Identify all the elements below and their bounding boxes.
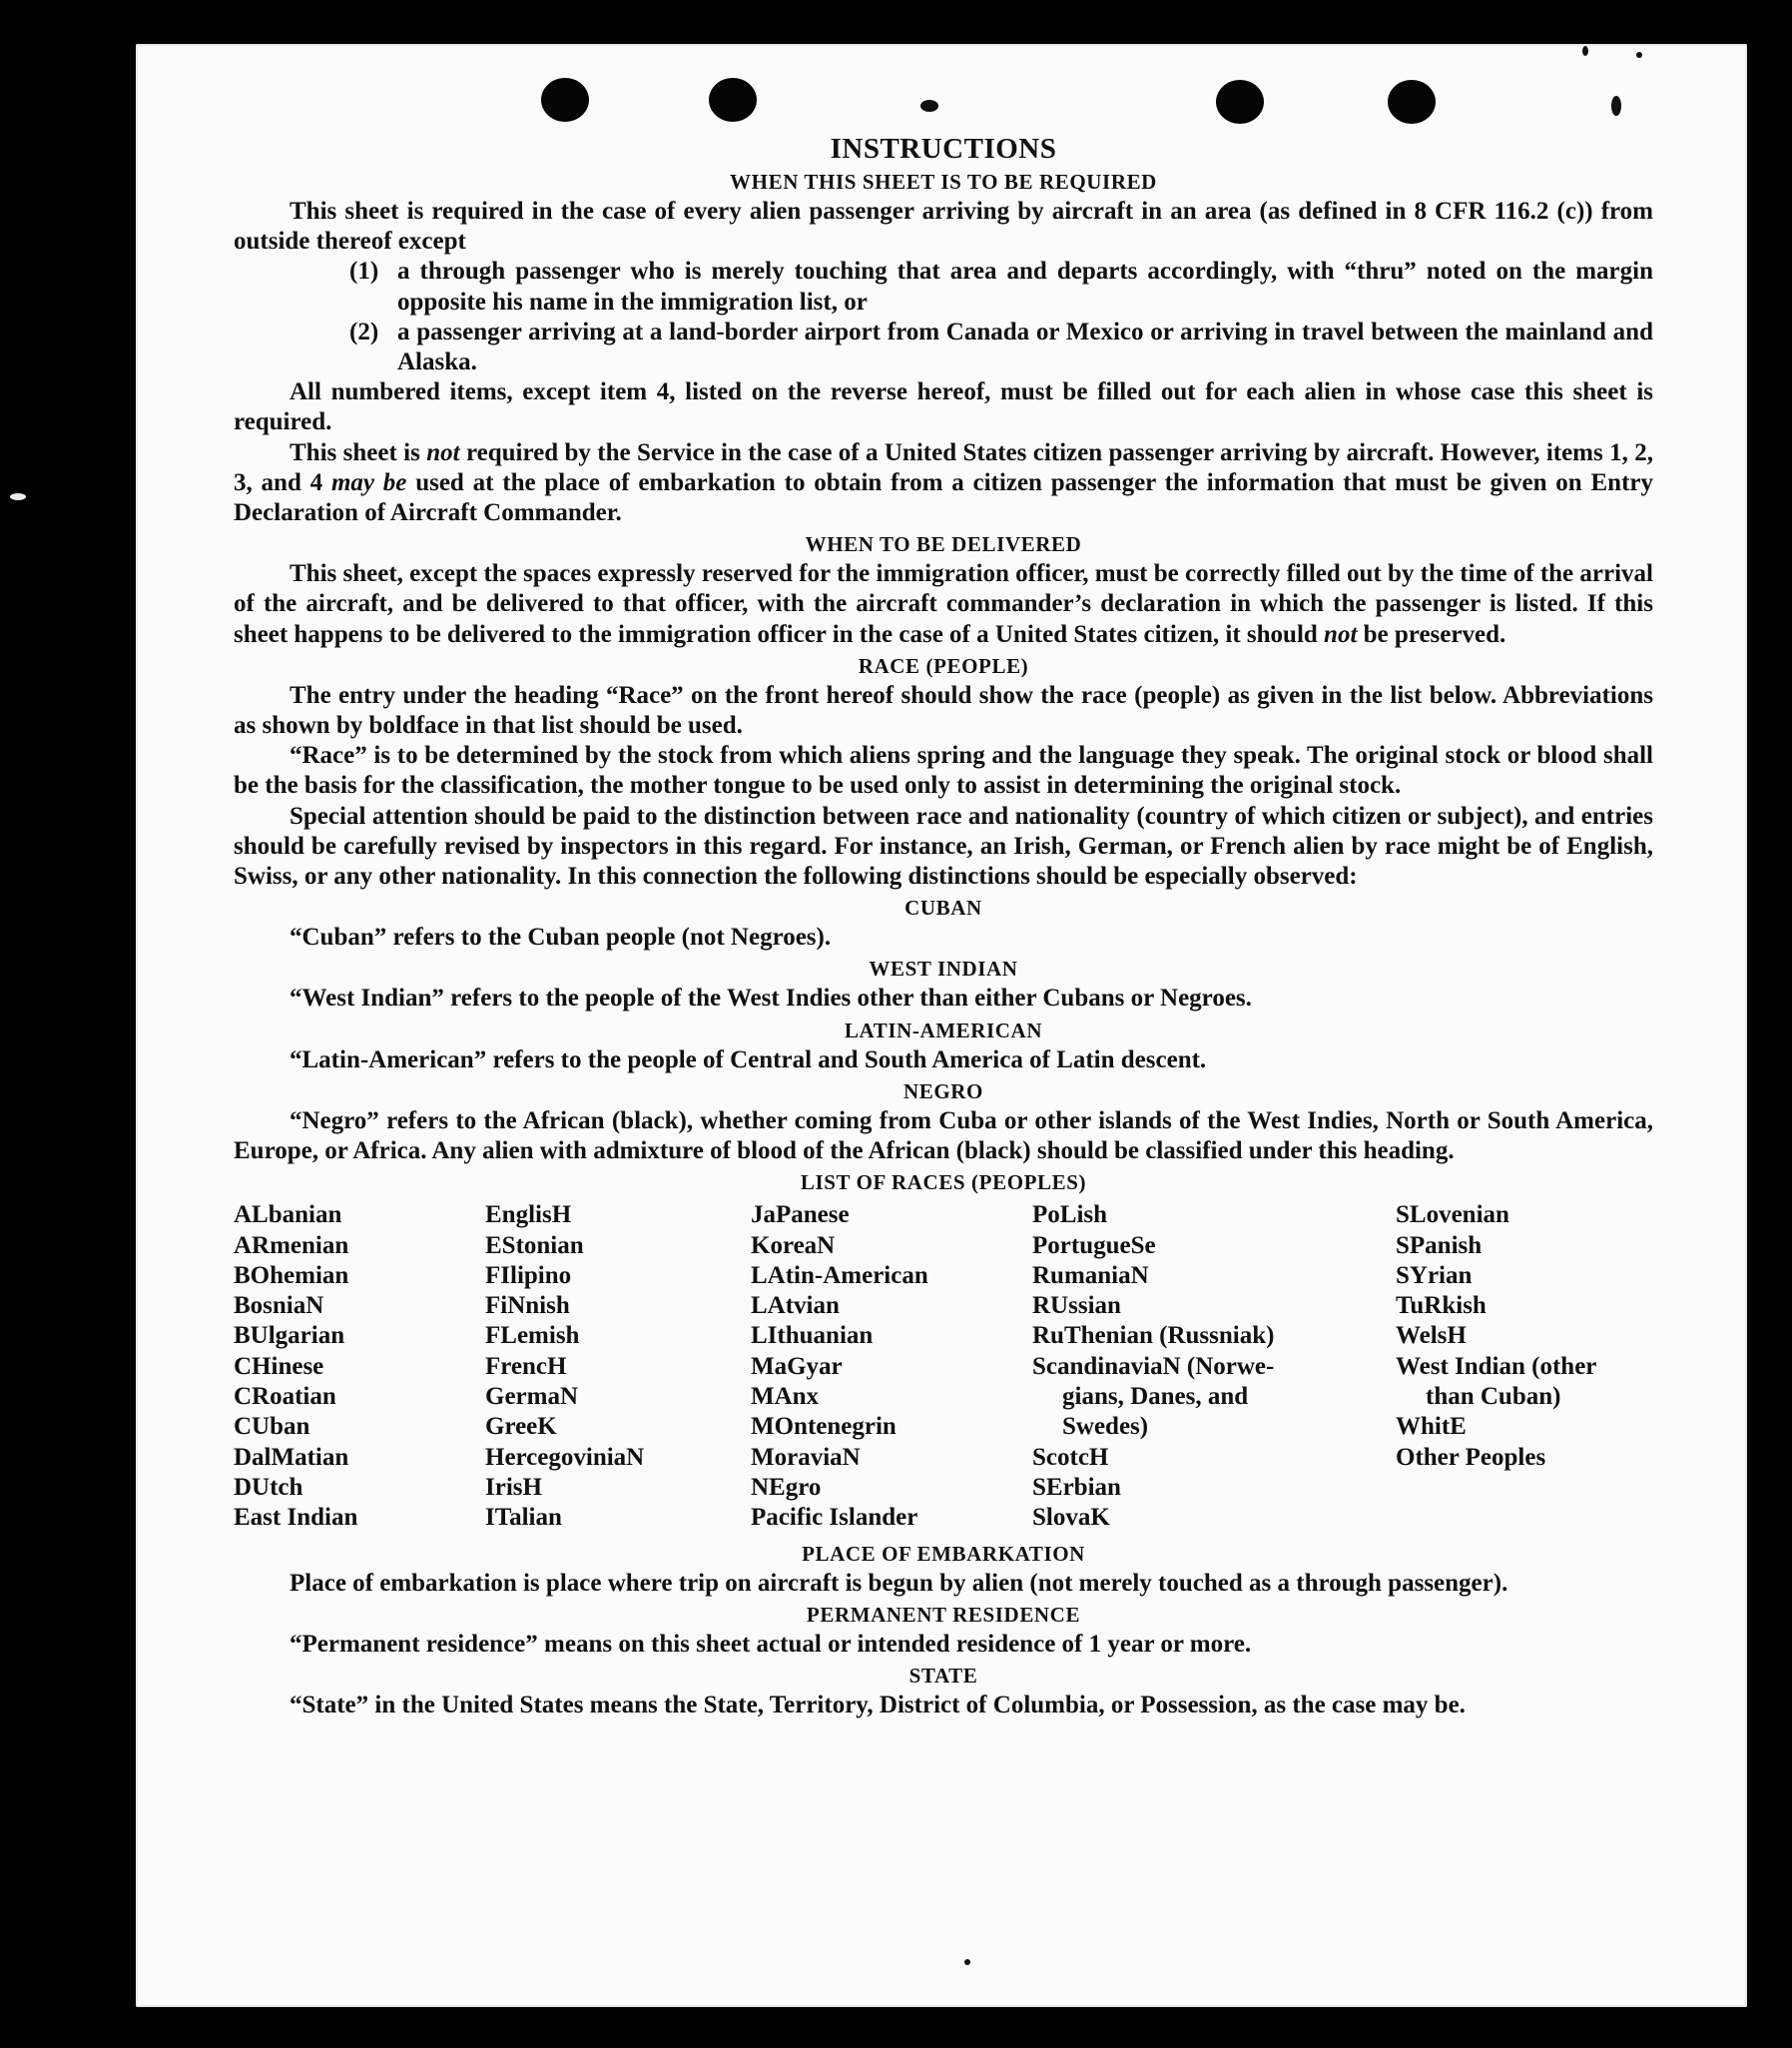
race-entry: WelsH bbox=[1396, 1322, 1467, 1350]
item-text: a through passenger who is merely touching that area and departs accordingly, with “thru” noted on the margin opposite his name in the immigration list, or bbox=[397, 258, 1653, 316]
heading-negro: NEGRO bbox=[902, 1078, 983, 1103]
text-run: This sheet is bbox=[290, 438, 427, 466]
punch-hole bbox=[1388, 80, 1436, 124]
race-entry: TuRkish bbox=[1396, 1292, 1487, 1320]
ink-speck bbox=[1582, 46, 1588, 56]
race-entry: MAnx bbox=[751, 1383, 820, 1411]
paragraph: “Cuban” refers to the Cuban people (not Negroes). bbox=[290, 924, 832, 952]
punch-hole bbox=[541, 78, 589, 122]
race-entry: PortugueSe bbox=[1032, 1231, 1156, 1259]
heading-embarkation: PLACE OF EMBARKATION bbox=[802, 1541, 1085, 1566]
race-entry: BOhemian bbox=[234, 1261, 349, 1289]
list-item bbox=[349, 318, 1653, 377]
paragraph: This sheet is required in the case of every alien passenger arriving by aircraft in an area (as defined in 8 CFR 116.2 (c)) from outside thereof except bbox=[234, 198, 1653, 256]
race-entry: EStonian bbox=[485, 1231, 584, 1259]
race-entry: FiNnish bbox=[485, 1292, 570, 1320]
paragraph: All numbered items, except item 4, listed on the reverse hereof, must be filled out for each alien in whose case this sheet is required. bbox=[234, 378, 1653, 436]
heading-state: STATE bbox=[908, 1663, 978, 1688]
ink-speck bbox=[10, 493, 26, 500]
race-entry: ITalian bbox=[485, 1504, 562, 1532]
race-entry: ScandinaviaN (Norwe- bbox=[1032, 1352, 1275, 1380]
race-entry: BUlgarian bbox=[234, 1322, 345, 1350]
race-entry: CRoatian bbox=[234, 1383, 336, 1411]
race-column bbox=[1396, 1200, 1653, 1533]
paragraph: “Latin-American” refers to the people of Central and South America of Latin descent. bbox=[290, 1045, 1207, 1073]
race-entry: SErbian bbox=[1032, 1473, 1121, 1501]
race-entry: FIlipino bbox=[485, 1261, 572, 1289]
race-entry: LIthuanian bbox=[751, 1322, 874, 1350]
race-entry: SYrian bbox=[1396, 1261, 1473, 1289]
paragraph bbox=[234, 559, 1653, 650]
race-entry: Pacific Islander bbox=[751, 1504, 918, 1532]
list-item bbox=[349, 257, 1653, 317]
race-entry: East Indian bbox=[234, 1504, 358, 1532]
race-entry: Swedes) bbox=[1062, 1413, 1149, 1441]
race-entry: FrencH bbox=[485, 1352, 567, 1380]
race-entry: FLemish bbox=[485, 1322, 580, 1350]
race-entry: MOntenegrin bbox=[751, 1413, 896, 1441]
text-run: be preserved. bbox=[1357, 620, 1506, 648]
paragraph: “State” in the United States means the State, Territory, District of Columbia, or Possession, as the case may be. bbox=[290, 1691, 1466, 1718]
heading-list-of-races: LIST OF RACES (PEOPLES) bbox=[800, 1170, 1087, 1195]
race-entry: WhitE bbox=[1396, 1413, 1467, 1441]
race-entry: RUssian bbox=[1032, 1292, 1121, 1320]
race-entry: MaGyar bbox=[751, 1352, 843, 1380]
heading-required: WHEN THIS SHEET IS TO BE REQUIRED bbox=[730, 170, 1157, 194]
race-entry: DalMatian bbox=[234, 1443, 349, 1471]
race-column bbox=[234, 1200, 485, 1533]
ink-speck bbox=[920, 100, 938, 112]
item-number: (1) bbox=[349, 258, 379, 286]
race-entry: PoLish bbox=[1032, 1201, 1108, 1229]
race-column bbox=[751, 1200, 1032, 1533]
race-entry: NEgro bbox=[751, 1473, 822, 1501]
paragraph: Special attention should be paid to the distinction between race and nationality (country of which citizen or subject), and entries should be carefully revised by inspectors in this regard. For instance, an Irish, German, or French alien by race might be of English, Swiss, or any other nationality. In this connection the following distinctions should be especially observed: bbox=[234, 802, 1653, 891]
race-entry: CHinese bbox=[234, 1352, 324, 1380]
race-entry: ALbanian bbox=[234, 1201, 342, 1229]
race-entry: JaPanese bbox=[751, 1201, 850, 1229]
page-title: INSTRUCTIONS bbox=[830, 133, 1057, 165]
race-entry: ARmenian bbox=[234, 1231, 349, 1259]
race-entry: SPanish bbox=[1396, 1231, 1483, 1259]
heading-permanent-residence: PERMANENT RESIDENCE bbox=[806, 1602, 1081, 1627]
paragraph: “Permanent residence” means on this sheet actual or intended residence of 1 year or more. bbox=[290, 1630, 1252, 1658]
paragraph: “Negro” refers to the African (black), whether coming from Cuba or other islands of the West Indies, North or South America, Europe, or Africa. Any alien with admixture of blood of the African (black) should be classified under this heading. bbox=[234, 1106, 1653, 1165]
race-entry: CUban bbox=[234, 1413, 310, 1441]
race-entry: SLovenian bbox=[1396, 1201, 1509, 1229]
races-list bbox=[234, 1200, 1653, 1533]
item-text: a passenger arriving at a land-border airport from Canada or Mexico or arriving in travel between the mainland and Alaska. bbox=[397, 318, 1653, 376]
race-entry: Other Peoples bbox=[1396, 1443, 1546, 1471]
race-entry: West Indian (other bbox=[1396, 1352, 1597, 1380]
race-entry: SlovaK bbox=[1032, 1504, 1110, 1532]
race-entry: ScotcH bbox=[1032, 1443, 1109, 1471]
race-entry: than Cuban) bbox=[1426, 1383, 1561, 1411]
ink-speck bbox=[1636, 52, 1642, 58]
emphasis: not bbox=[426, 438, 460, 466]
paragraph: “West Indian” refers to the people of the West Indies other than either Cubans or Negroes. bbox=[290, 985, 1252, 1013]
ink-speck bbox=[964, 1959, 970, 1965]
punch-hole bbox=[1216, 80, 1264, 124]
heading-latin-american: LATIN-AMERICAN bbox=[844, 1018, 1043, 1042]
punch-hole bbox=[709, 78, 757, 122]
race-entry: RuThenian (Russniak) bbox=[1032, 1322, 1275, 1350]
race-entry: BosniaN bbox=[234, 1292, 324, 1320]
paragraph: The entry under the heading “Race” on the front hereof should show the race (people) as given in the list below. Abbreviations as shown by boldface in that list should be used. bbox=[234, 681, 1653, 740]
text-run: required by the Service in the case of a United States citizen passenger arriving by aircraft. However, items 1, 2, 3, and 4 bbox=[234, 438, 1653, 496]
race-entry: LAtvian bbox=[751, 1292, 840, 1320]
paragraph: “Race” is to be determined by the stock from which aliens spring and the language they speak. The original stock or blood shall be the basis for the classification, the mother tongue to be used only to assist in determining the original stock. bbox=[234, 742, 1653, 800]
emphasis: may be bbox=[330, 468, 407, 496]
race-entry: LAtin-American bbox=[751, 1261, 928, 1289]
race-column bbox=[485, 1200, 751, 1533]
heading-race: RACE (PEOPLE) bbox=[858, 653, 1029, 678]
heading-cuban: CUBAN bbox=[904, 896, 982, 921]
race-column bbox=[1032, 1200, 1396, 1533]
ink-speck bbox=[1611, 96, 1621, 116]
race-entry: gians, Danes, and bbox=[1062, 1383, 1249, 1411]
emphasis: not bbox=[1324, 620, 1358, 648]
instructions-content bbox=[234, 132, 1653, 1720]
race-entry: RumaniaN bbox=[1032, 1261, 1149, 1289]
race-entry: GermaN bbox=[485, 1383, 579, 1411]
race-entry: IrisH bbox=[485, 1473, 542, 1501]
heading-west-indian: WEST INDIAN bbox=[869, 957, 1018, 982]
race-entry: KoreaN bbox=[751, 1231, 836, 1259]
text-run: This sheet, except the spaces expressly reserved for the immigration officer, must be correctly filled out by the time of the arrival of the aircraft, and be delivered to that officer, with the aircraft commander’s declaration in which the passenger is listed. If this sheet happens to be delivered to the immigration officer in the case of a United States citizen, it should bbox=[234, 560, 1653, 648]
paragraph: Place of embarkation is place where trip on aircraft is begun by alien (not merely touched as a through passenger). bbox=[290, 1569, 1508, 1597]
item-number: (2) bbox=[349, 318, 379, 345]
race-entry: MoraviaN bbox=[751, 1443, 861, 1471]
race-entry: GreeK bbox=[485, 1413, 557, 1441]
heading-delivered: WHEN TO BE DELIVERED bbox=[805, 532, 1082, 557]
race-entry: HercegoviniaN bbox=[485, 1443, 645, 1471]
paragraph bbox=[234, 438, 1653, 529]
race-entry: EnglisH bbox=[485, 1201, 572, 1229]
text-run: used at the place of embarkation to obtain from a citizen passenger the information that must be given on Entry Declaration of Aircraft Commander. bbox=[234, 468, 1653, 527]
race-entry: DUtch bbox=[234, 1473, 303, 1501]
